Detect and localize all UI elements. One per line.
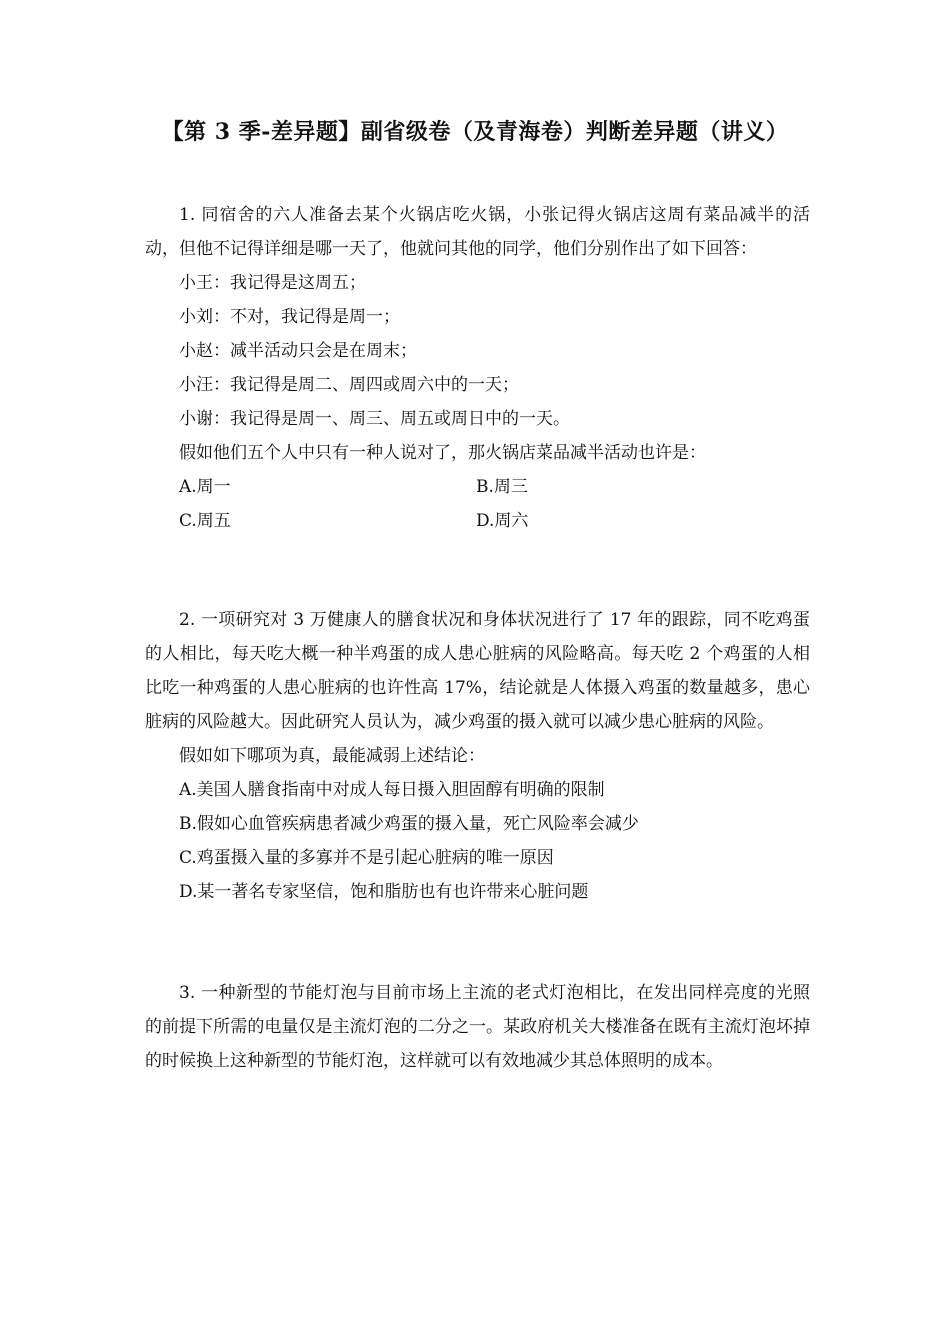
question-2-option-a: A.美国人膳食指南中对成人每日摄入胆固醇有明确的限制 xyxy=(179,780,605,800)
question-1-options-row-1 xyxy=(145,470,810,504)
question-1-statement-5: 小谢：我记得是周一、周三、周五或周日中的一天。 xyxy=(179,409,570,429)
question-1-option-b: B.周三 xyxy=(476,477,528,497)
question-1-option-a: A.周一 xyxy=(179,477,231,497)
question-2-option-d: D.某一著名专家坚信，饱和脂肪也有也许带来心脏问题 xyxy=(179,882,589,902)
question-2-option-c: C.鸡蛋摄入量的多寡并不是引起心脏病的唯一原因 xyxy=(179,848,554,868)
question-1 xyxy=(145,198,810,538)
question-1-statement-4: 小汪：我记得是周二、周四或周六中的一天； xyxy=(179,375,519,395)
question-3 xyxy=(145,976,810,1078)
question-2-stem: 2. 一项研究对 3 万健康人的膳食状况和身体状况进行了 17 年的跟踪，同不吃鸡蛋的人相比，每天吃大概一种半鸡蛋的成人患心脏病的风险略高。每天吃 2 个鸡蛋的人相比吃一种鸡蛋的人患心脏病的也许性高 17%，结论就是人体摄入鸡蛋的数量越多，患心脏病的风险越大。因此研究人员认为，减少鸡蛋的摄入就可以减少患心脏病的风险。 xyxy=(145,610,810,732)
question-1-statement-1: 小王：我记得是这周五； xyxy=(179,273,366,293)
question-1-stem: 1. 同宿舍的六人准备去某个火锅店吃火锅，小张记得火锅店这周有菜品减半的活动，但他不记得详细是哪一天了，他就问其他的同学，他们分别作出了如下回答： xyxy=(145,205,810,259)
question-2-prompt: 假如如下哪项为真，最能减弱上述结论： xyxy=(179,746,485,766)
question-1-options-row-2 xyxy=(145,504,810,538)
question-2-option-b: B.假如心血管疾病患者减少鸡蛋的摄入量，死亡风险率会减少 xyxy=(179,814,639,834)
question-1-option-c: C.周五 xyxy=(179,511,231,531)
question-1-prompt: 假如他们五个人中只有一种人说对了，那火锅店菜品减半活动也许是： xyxy=(179,443,706,463)
question-1-statement-3: 小赵：减半活动只会是在周末； xyxy=(179,341,417,361)
question-2 xyxy=(145,603,810,909)
page-title: 【第 3 季-差异题】副省级卷（及青海卷）判断差异题（讲义） xyxy=(161,119,789,145)
question-1-statement-2: 小刘：不对，我记得是周一； xyxy=(179,307,400,327)
question-1-option-d: D.周六 xyxy=(476,511,529,531)
question-3-stem: 3. 一种新型的节能灯泡与目前市场上主流的老式灯泡相比，在发出同样亮度的光照的前提下所需的电量仅是主流灯泡的二分之一。某政府机关大楼准备在既有主流灯泡坏掉的时候换上这种新型的节能灯泡，这样就可以有效地减少其总体照明的成本。 xyxy=(145,983,810,1071)
